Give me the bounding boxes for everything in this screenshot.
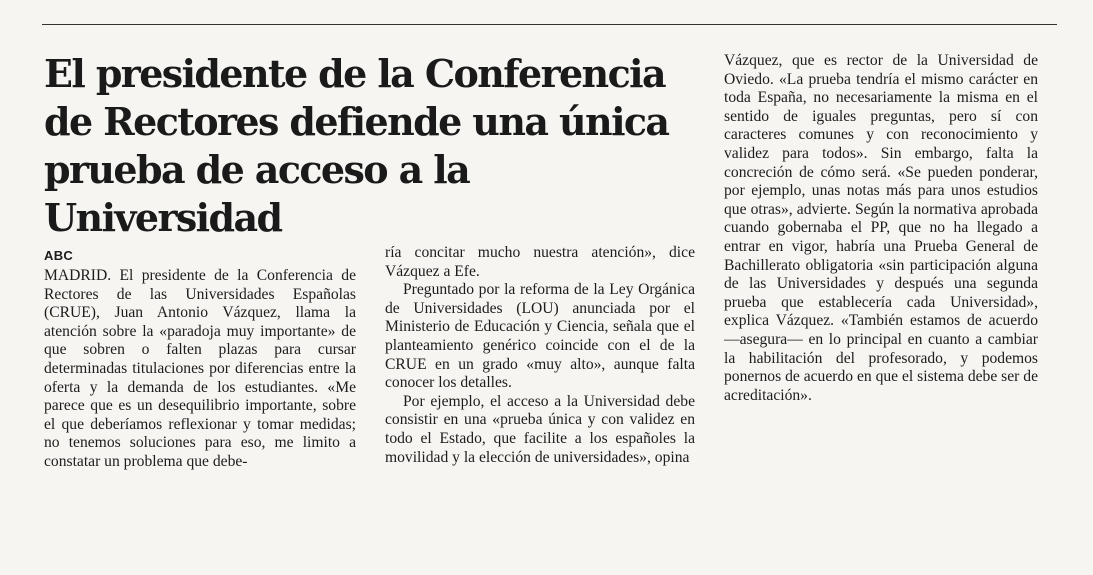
article-column-3 — [724, 52, 1038, 405]
article-paragraph: Vázquez, que es rector de la Universidad de Oviedo. «La prueba tendría el mismo carácter en toda España, no necesariamente la misma en el sentido de iguales preguntas, pero sí con caracteres comunes y con reconocimiento y validez para todos». Sin embargo, falta la concreción de cómo será. «Se pueden ponderar, por ejemplo, unas notas más para unos estudios que otras», advierte. Según la normativa aprobada cuando gobernaba el PP, que no ha llegado a entrar en vigor, habría una Prueba General de Bachillerato obligatoria «sin participación alguna de las Universidades y después una segunda prueba que establecería cada Universidad», explica Vázquez. «También estamos de acuerdo —asegura— en lo principal en cuanto a cambiar la habilitación del profesorado, y podemos ponernos de acuerdo en que el sistema debe ser de acreditación». — [724, 52, 1038, 404]
article-column-1 — [44, 244, 356, 472]
paragraph-text: El presidente de la Conferencia de Rectores de las Universidades Españolas (CRUE), Juan Antonio Vázquez, llama la atención sobre la «paradoja muy importante» de que sobren o falten plazas para cursar determinadas titulaciones por diferencias entre la oferta y la demanda de los estudiantes. «Me parece que es un desequilibrio importante, sobre el que deberíamos reflexionar y tomar medidas; no tenemos soluciones para eso, me limito a constatar un problema que debe- — [44, 267, 356, 470]
article-paragraph: Preguntado por la reforma de la Ley Orgánica de Universidades (LOU) anunciada por el Ministerio de Educación y Ciencia, señala que el planteamiento genérico coincide con el de la CRUE en un grado «muy alto», aunque falta conocer los detalles. — [385, 281, 695, 392]
top-rule — [42, 24, 1057, 25]
article-column-2 — [385, 244, 695, 467]
dateline: MADRID. — [44, 267, 112, 284]
byline: ABC — [44, 248, 74, 263]
article-paragraph — [44, 267, 356, 472]
article-headline: El presidente de la Conferencia de Rectores defiende una única prueba de acceso a la Universidad — [44, 51, 669, 240]
article-paragraph: Por ejemplo, el acceso a la Universidad debe consistir en una «prueba única y con validez en todo el Estado, que facilite a los españoles la movilidad y la elección de universidades», opina — [385, 392, 695, 466]
article-paragraph: ría concitar mucho nuestra atención», dice Vázquez a Efe. — [385, 244, 695, 280]
